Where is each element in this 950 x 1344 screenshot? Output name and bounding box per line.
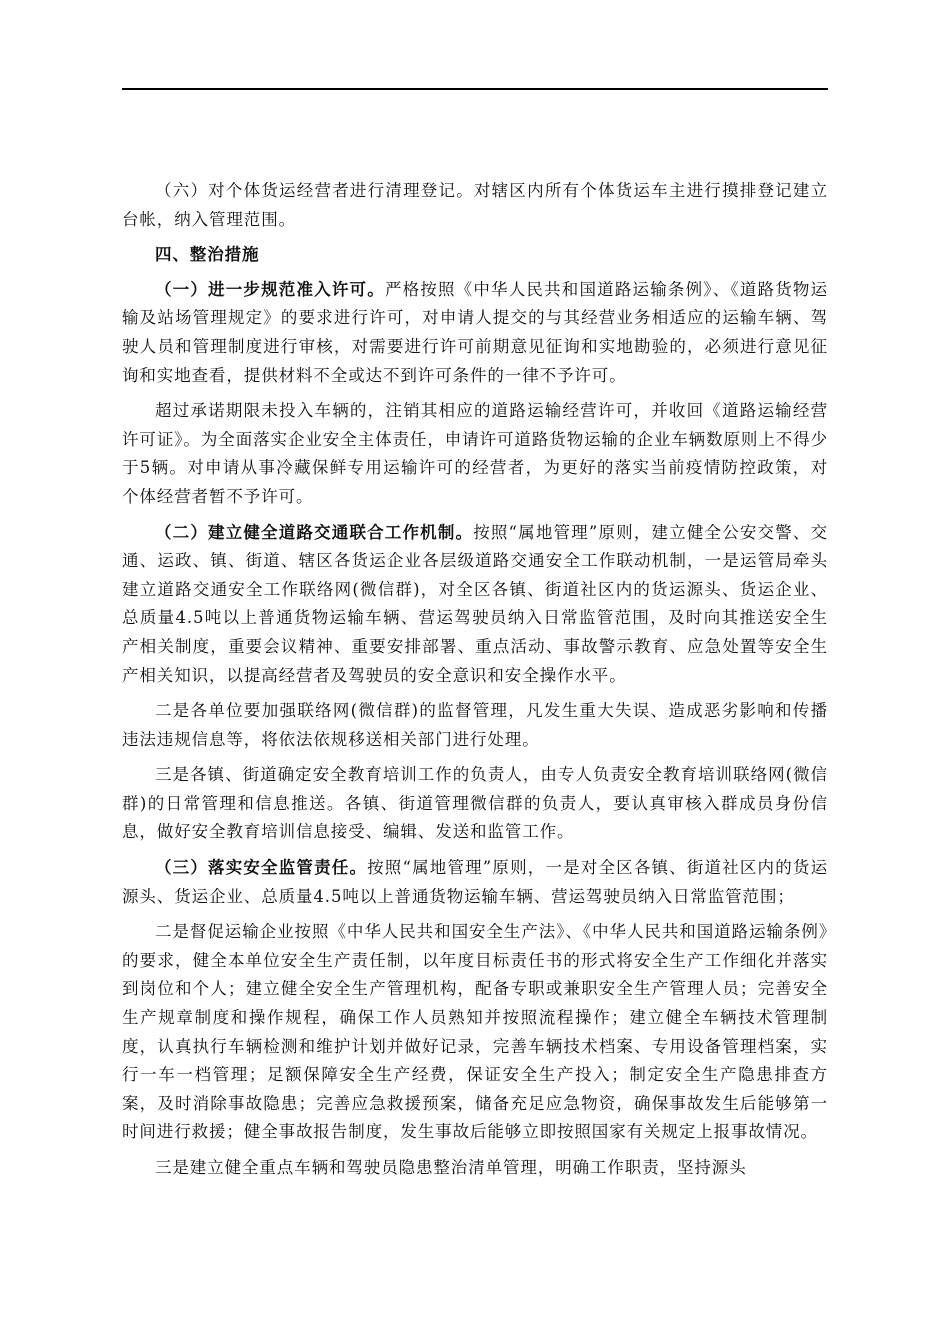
paragraph-text: （六）对个体货运经营者进行清理登记。对辖区内所有个体货运车主进行摸排登记建立台帐，纳入管理范围。 [122, 181, 828, 229]
paragraph-text: 超过承诺期限未投入车辆的，注销其相应的道路运输经营许可，并收回《道路运输经营许可证》。为全面落实企业安全主体责任，申请许可道路货物运输的企业车辆数原则上不得少于5辆。对申请从事冷藏保鲜专用运输许可的经营者，为更好的落实当前疫情防控政策，对个体经营者暂不予许可。 [122, 401, 828, 506]
paragraph-text: 三是各镇、街道确定安全教育培训工作的负责人，由专人负责安全教育培训联络网(微信群)的日常管理和信息推送。各镇、街道管理微信群的负责人，要认真审核入群成员身份信息，做好安全教育培训信息接受、编辑、发送和监管工作。 [122, 765, 828, 842]
section-heading [122, 241, 828, 270]
measure-2-paragraph [122, 519, 828, 691]
paragraph-text: 二是各单位要加强联络网(微信群)的监督管理，凡发生重大失误、造成恶劣影响和传播违法违规信息等，将依法依规移送相关部门进行处理。 [122, 701, 828, 749]
measure-1-continued [122, 397, 828, 511]
measure-3-point-3 [122, 1154, 828, 1183]
paragraph-text: 严格按照《中华人民共和国道路运输条例》、《道路货物运输及站场管理规定》的要求进行许可，对申请人提交的与其经营业务相适应的运输车辆、驾驶人员和管理制度进行审核，对需要进行许可前期意见征询和实地勘验的，必须进行意见征询和实地查看，提供材料不全或达不到许可条件的一律不予许可。 [122, 279, 829, 385]
measure-2-point-3 [122, 761, 828, 847]
measure-3-paragraph [122, 854, 828, 911]
paragraph-text: 三是建立健全重点车辆和驾驶员隐患整治清单管理，明确工作职责，坚持源头 [155, 1158, 747, 1177]
measure-3-point-2 [122, 918, 828, 1147]
paragraph-6-registration [122, 177, 828, 234]
document-body [122, 177, 828, 1190]
paragraph-text: 按照“属地管理”原则，一是对全区各镇、街道社区内的货运源头、货运企业、总质量4.5吨以上普通货物运输车辆、营运驾驶员纳入日常监管范围； [122, 858, 828, 906]
section-heading-text: 四、整治措施 [155, 245, 260, 265]
measure-2-point-2 [122, 697, 828, 754]
header-rule [122, 88, 828, 90]
measure-3-lead: （三）落实安全监管责任。 [155, 858, 368, 878]
measure-1-lead: （一）进一步规范准入许可。 [155, 279, 385, 299]
paragraph-text: 按照“属地管理”原则，建立健全公安交警、交通、运政、镇、街道、辖区各货运企业各层级道路交通安全工作联动机制，一是运管局牵头建立道路交通安全工作联络网(微信群)，对全区各镇、街道社区内的货运源头、货运企业、总质量4.5吨以上普通货物运输车辆、营运驾驶员纳入日常监管范围，及时向其推送安全生产相关制度，重要会议精神、重要安排部署、重点活动、事故警示教育、应急处置等安全生产相关知识，以提高经营者及驾驶员的安全意识和安全操作水平。 [122, 522, 828, 685]
measure-2-lead: （二）建立健全道路交通联合工作机制。 [155, 522, 474, 542]
measure-1-paragraph [122, 276, 828, 390]
paragraph-text: 二是督促运输企业按照《中华人民共和国安全生产法》、《中华人民共和国道路运输条例》的要求，健全本单位安全生产责任制，以年度目标责任书的形式将安全生产工作细化并落实到岗位和个人；建立健全安全生产管理机构，配备专职或兼职安全生产管理人员；完善安全生产规章制度和操作规程，确保工作人员熟知并按照流程操作；建立健全车辆技术管理制度，认真执行车辆检测和维护计划并做好记录，完善车辆技术档案、专用设备管理档案，实行一车一档管理；足额保障安全生产经费，保证安全生产投入；制定安全生产隐患排查方案，及时消除事故隐患；完善应急救援预案，储备充足应急物资，确保事故发生后能够第一时间进行救援；健全事故报告制度，发生事故后能够立即按照国家有关规定上报事故情况。 [122, 922, 828, 1142]
